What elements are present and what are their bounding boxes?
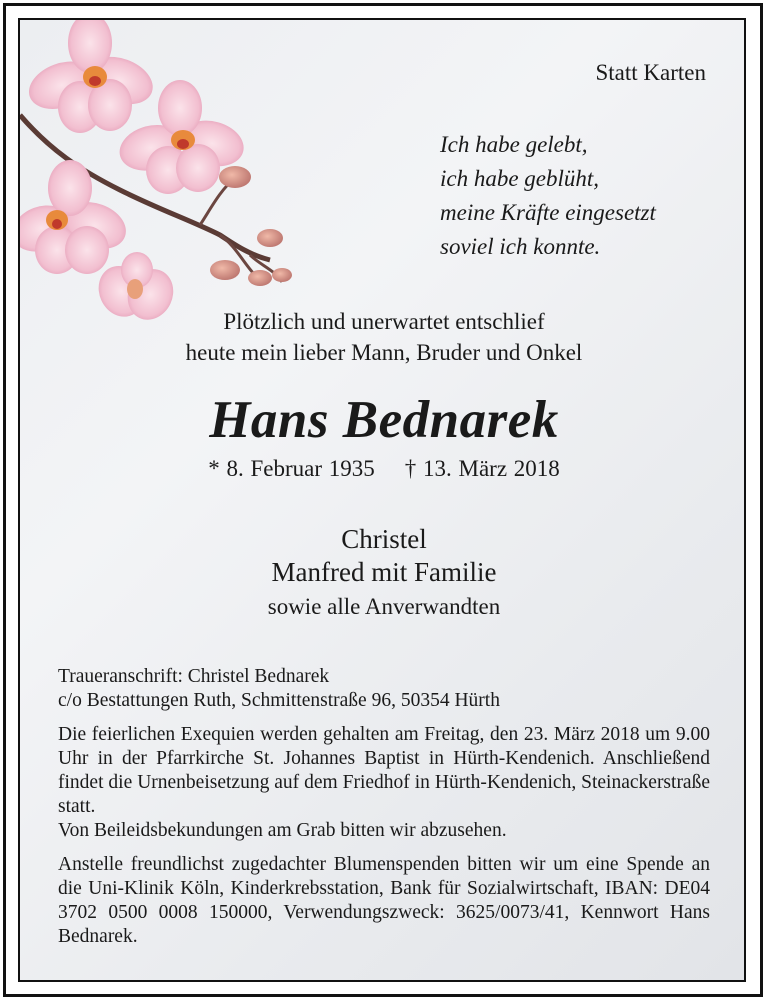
- address-line-1: Traueranschrift: Christel Bednarek: [58, 666, 330, 687]
- poem: [440, 128, 656, 264]
- statt-karten-label: Statt Karten: [595, 60, 706, 85]
- mourner-line-3: sowie alle Anverwandten: [267, 594, 501, 619]
- mourner-line-2: Manfred mit Familie: [271, 557, 497, 587]
- donation-block: [58, 853, 710, 949]
- intro-line-1: Plötzlich und unerwartet entschlief: [223, 309, 545, 334]
- death-date: † 13. März 2018: [404, 456, 560, 481]
- mourner-line-1: Christel: [341, 524, 427, 554]
- poem-line: meine Kräfte eingesetzt: [440, 200, 656, 225]
- address-block: [58, 665, 710, 713]
- intro-text: [20, 306, 746, 368]
- poem-line: ich habe geblüht,: [440, 166, 600, 191]
- service-text: Die feierlichen Exequien werden gehalten am Freitag, den 23. März 2018 um 9.00 Uhr in der Pfarrkirche St. Johannes Baptist in Hürth-Kendenich. Anschließend findet die Urnenbeisetzung auf dem Friedhof in Hürth-Kendenich, Steinackerstraße statt.: [58, 724, 710, 817]
- orchid-image: [20, 20, 320, 330]
- condolence-note: Von Beileidsbekundungen am Grab bitten wir abzusehen.: [58, 820, 507, 841]
- donation-text: Anstelle freundlichst zugedachter Blumenspenden bitten wir um eine Spende an die Uni-Klinik Köln, Kinderkrebsstation, Bank für Sozialwirtschaft, IBAN: DE04 3702 0500 0008 150000, Verwendungszweck: 3625/0073/41, Kennwort Hans Bednarek.: [58, 854, 710, 947]
- mourners: [20, 523, 746, 625]
- details-text: [58, 665, 710, 959]
- deceased-name: Hans Bednarek: [209, 391, 559, 449]
- obituary-card: [18, 18, 746, 982]
- address-line-2: c/o Bestattungen Ruth, Schmittenstraße 96, 50354 Hürth: [58, 690, 500, 711]
- intro-line-2: heute mein lieber Mann, Bruder und Onkel: [185, 340, 583, 365]
- poem-line: Ich habe gelebt,: [440, 132, 588, 157]
- poem-line: soviel ich konnte.: [440, 234, 601, 259]
- life-dates: [20, 456, 746, 482]
- birth-date: * 8. Februar 1935: [208, 456, 375, 481]
- service-block: [58, 723, 710, 843]
